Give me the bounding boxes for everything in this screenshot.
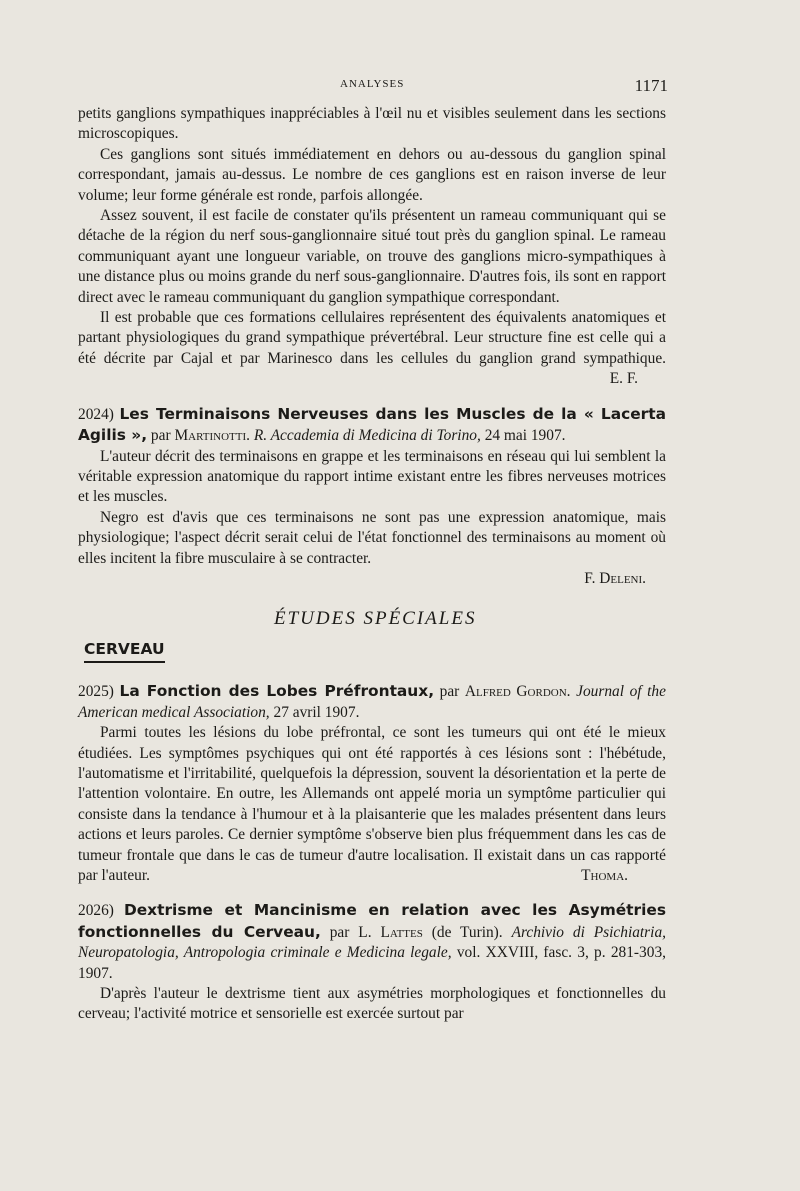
continuation-paragraph: Assez souvent, il est facile de constater qu'ils présentent un rameau communiquant qui se détache de la région du nerf sous-ganglionnaire situé tout près du ganglion spinal. Le rameau communiquant ayant une longueur variable, on trouve des ganglions micro-sympathiques à une distance plus ou moins grande du nerf sous-ganglionnaire. D'autres fois, ils sont en rapport direct avec le rameau communiquant du ganglion sympathique correspondant. [78, 207, 666, 306]
entry-number: 2025) [78, 683, 114, 701]
entry-2024 [78, 404, 666, 590]
page-body [78, 104, 666, 1025]
entry-number: 2024) [78, 405, 114, 423]
entry-author: L. Lattes [358, 923, 423, 941]
paragraph-text: Parmi toutes les lésions du lobe préfrontal, ce sont les tumeurs qui ont été le mieux étudiées. Les symptômes psychiques qui ont été rapportés à ces lésions sont : l'hébétude, l'automatisme et l'irritabilité, quelquefois la dépression, souvent la désorientation et la perte de l'attention volontaire. En outre, les Allemands ont appelé moria un symptôme particulier qui consiste dans la tendance à l'humour et à la plaisanterie que les malades présentent dans leurs actions et leurs paroles. Ce dernier symptôme s'observe bien plus fréquemment dans les cas de tumeur frontale que dans le cas de tumeur d'autre localisation. Il existait dans un cas rapporté par l'auteur. [78, 724, 666, 884]
par-word: par [439, 683, 460, 701]
entry-heading [78, 681, 666, 723]
entry-paragraph: D'après l'auteur le dextrisme tient aux asymétries morphologiques et fonctionnelles du cerveau; l'activité motrice et sensorielle est exercée surtout par [78, 985, 666, 1023]
entry-title: La Fonction des Lobes Préfrontaux, [119, 682, 435, 701]
page-number: 1171 [634, 76, 668, 95]
continuation-paragraph: petits ganglions sympathiques inappréciables à l'œil nu et visibles seulement dans les sections microscopiques. [78, 105, 666, 143]
entry-2026 [78, 900, 666, 1024]
signature: Thoma. [581, 867, 628, 884]
entry-paragraph: Negro est d'avis que ces terminaisons ne sont pas une expression anatomique, mais physiologique; l'aspect décrit serait celui de l'état fonctionnel des terminaisons au moment où elles incitent la fibre musculaire à se contracter. [78, 508, 666, 567]
entry-details: vol. XXVIII, fasc. 3, p. 281-303, 1907. [78, 944, 666, 982]
entry-date: 27 avril 1907. [273, 703, 360, 721]
continuation-paragraph [78, 308, 666, 390]
entry-title: Dextrisme et Mancinisme en relation avec les Asymétries fonctionnelles du Cerveau, [78, 901, 666, 941]
entry-heading [78, 404, 666, 447]
entry-paragraph [78, 723, 666, 886]
par-word: par [329, 923, 350, 941]
continuation-paragraph: Ces ganglions sont situés immédiatement en dehors ou au-dessous du ganglion spinal correspondant, jamais au-dessus. Le nombre de ces ganglions est en raison inverse de leur volume; leur forme générale est ronde, parfois allongée. [78, 145, 666, 204]
section-title: ÉTUDES SPÉCIALES [274, 608, 477, 630]
entry-heading [78, 900, 666, 984]
section-heading [78, 609, 666, 667]
entry-journal: Archivio di Psichiatria, Neuropatologia, Antropologia criminale e Medicina legale, [78, 923, 666, 962]
paragraph-text: Il est probable que ces formations cellulaires représentent des équivalents anatomiques et partant physiologiques du grand sympathique prévertébral. Leur structure fine est celle qui a été décrite par Cajal et par Marinesco dans les cellules du ganglion grand sympathique. [78, 309, 666, 367]
entry-date: 24 mai 1907. [484, 427, 566, 445]
par-word: par [150, 427, 171, 445]
signature: E. F. [609, 370, 638, 388]
entry-author: Alfred Gordon. [464, 683, 571, 701]
entry-2025 [78, 681, 666, 886]
entry-number: 2026) [78, 902, 114, 920]
entry-author: Martinotti. [174, 427, 250, 445]
entry-origin: (de Turin). [431, 923, 503, 941]
entry-paragraph: L'auteur décrit des terminaisons en grappe et les terminaisons en réseau qui lui semblent la véritable expression anatomique du rapport intime existant entre les fibres nerveuses motrices et les muscles. [78, 447, 666, 506]
category-heading: CERVEAU [84, 639, 165, 662]
page-header [78, 76, 668, 96]
running-head: ANALYSES [340, 78, 405, 90]
entry-title: Les Terminaisons Nerveuses dans les Muscles de la « Lacerta Agilis », [78, 404, 666, 445]
entry-journal: R. Accademia di Medicina di Torino, [253, 427, 481, 445]
signature: F. Deleni. [584, 569, 646, 587]
entry-journal: Journal of the American medical Association, [78, 683, 666, 721]
